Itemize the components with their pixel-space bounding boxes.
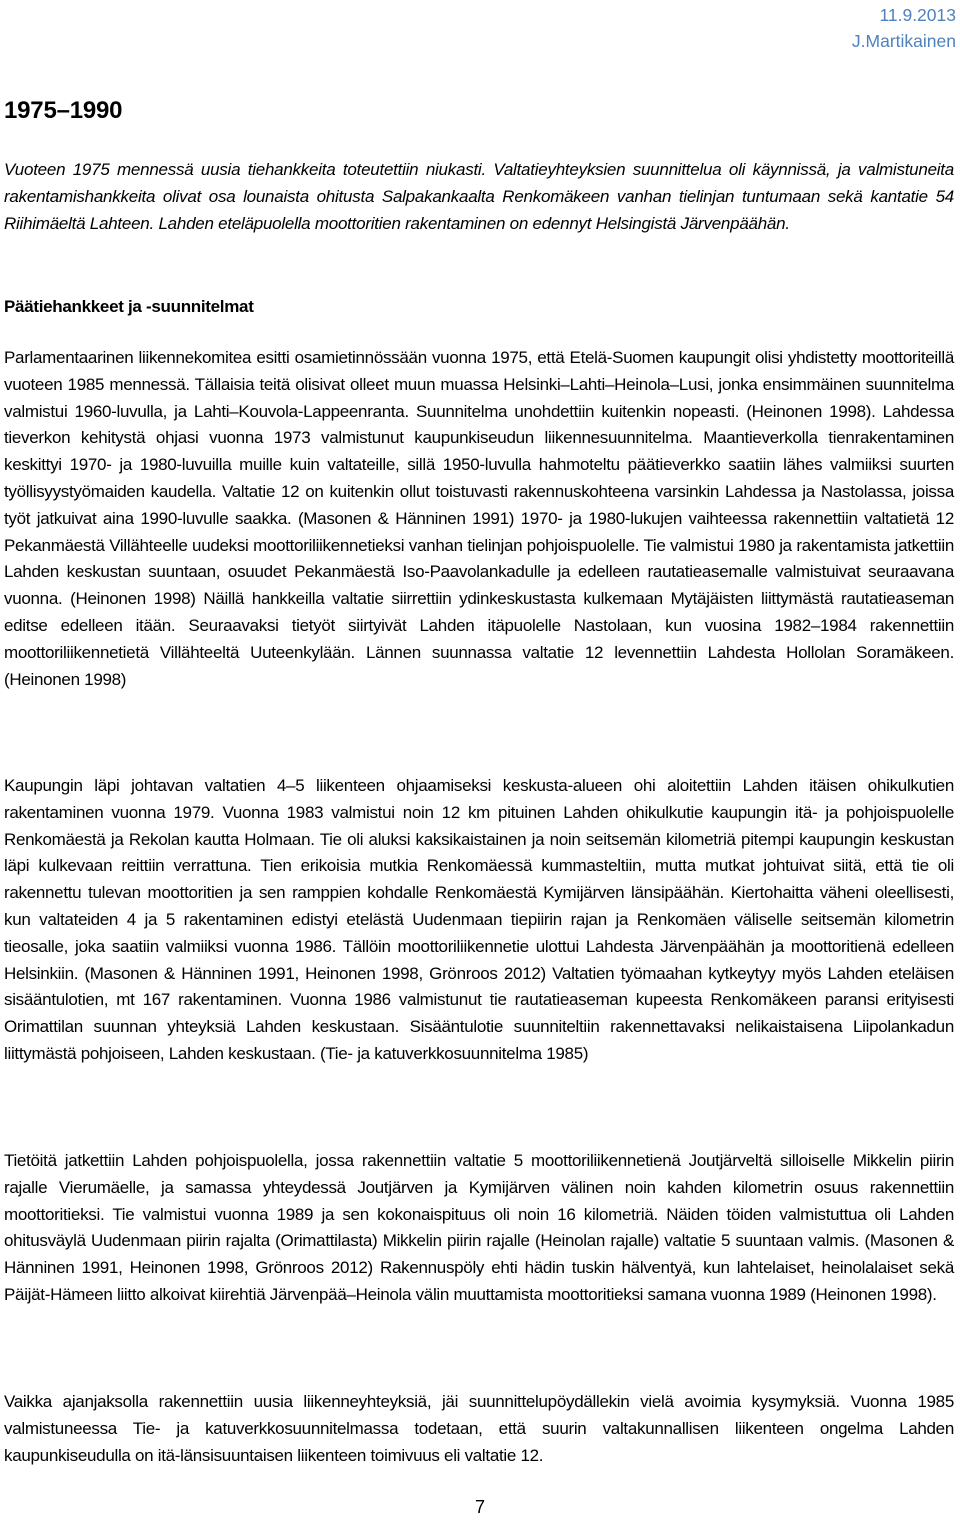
subsection-heading: Päätiehankkeet ja -suunnitelmat: [4, 297, 254, 316]
body-paragraph: Vaikka ajanjaksolla rakennettiin uusia liikenneyhteyksiä, jäi suunnittelupöydällekin vielä avoimia kysymyksiä. Vuonna 1985 valmistuneessa Tie- ja katuverkkosuunnitelmassa todetaan, että suurin valtakunnallisen liikenteen ongelma Lahden kaupunkiseudulla on itä-länsisuuntaisen liikenteen toimivuus eli valtatie 12.: [4, 1392, 954, 1465]
page-header: [852, 2, 956, 54]
header-author: J.Martikainen: [851, 31, 956, 51]
lead-paragraph: Vuoteen 1975 mennessä uusia tiehankkeita toteutettiin niukasti. Valtatieyhteyksien suunnittelua oli käynnissä, ja valmistuneita rakentamishankkeita olivat osa lounaista ohitusta Salpakankaalta Renkomäkeen vanhan tielinjan tuntumaan sekä kantatie 54 Riihimäeltä Lahteen. Lahden eteläpuolella moottoritien rakentaminen on edennyt Helsingistä Järvenpäähän.: [4, 160, 954, 233]
header-date: 11.9.2013: [879, 5, 956, 25]
body-paragraph: Kaupungin läpi johtavan valtatien 4–5 liikenteen ohjaamiseksi keskusta-alueen ohi aloitettiin Lahden itäisen ohikulkutien rakentaminen vuonna 1979. Vuonna 1983 valmistui noin 12 km pituinen Lahden ohikulkutie kaupungin itä- ja pohjoispuolelle Renkomäestä ja Rekolan kautta Holmaan. Tie oli aluksi kaksikaistainen ja noin seitsemän kilometriä pitempi kaupungin keskustan läpi kulkevaan reittiin verrattuna. Tien erikoisia mutkia Renkomäessä kummasteltiin, mutta mutkat johtuivat siitä, että tie oli rakennettu tulevan moottoritien ja sen ramppien kohdalle Renkomäestä Kymijärven länsipäähän. Kiertohaitta väheni oleellisesti, kun valtateiden 4 ja 5 rakentaminen edistyi etelästä Uudenmaan tiepiirin rajan ja Renkomäen väliselle seitsemän kilometrin tieosalle, joka saatiin valmiiksi vuonna 1986. Tällöin moottoriliikennetie ulottui Lahdesta Järvenpäähän ja moottoritienä edelleen Helsinkiin. (Masonen & Hänninen 1991, Heinonen 1998, Grönroos 2012) Valtatien työmaahan kytkeytyy myös Lahden eteläisen sisääntulotien, mt 167 rakentaminen. Vuonna 1986 valmistunut tie rautatieaseman kupeesta Renkomäkeen paransi erityisesti Orimattilan suunnan yhteyksiä Lahden keskustaan. Sisääntulotie suunniteltiin rakennettavaksi nelikaistaisena Liipolankadun liittymästä pohjoiseen, Lahden keskustaan. (Tie- ja katuverkkosuunnitelma 1985): [4, 776, 954, 1063]
body-paragraph: Tietöitä jatkettiin Lahden pohjoispuolella, jossa rakennettiin valtatie 5 moottoriliikennetienä Joutjärveltä silloiselle Mikkelin piirin rajalle Vierumäelle, ja samassa yhteydessä Joutjärven ja Kymijärven välinen noin kahden kilometrin osuus rakennettiin moottoritieksi. Tie valmistui vuonna 1989 ja sen kokonaispituus oli noin 16 kilometriä. Näiden töiden valmistuttua oli Lahden ohitusväylä Uudenmaan piirin rajalta (Orimattilasta) Mikkelin piirin rajalle (Heinolan rajalle) valtatie 5 suuntaan valmis. (Masonen & Hänninen 1991, Heinonen 1998, Grönroos 2012) Rakennuspöly ehti hädin tuskin hälventyä, kun lahtelaiset, heinolalaiset sekä Päijät-Hämeen liitto alkoivat kiirehtiä Järvenpää–Heinola välin muuttamista moottoritieksi samana vuonna 1989 (Heinonen 1998).: [4, 1151, 954, 1304]
section-title: 1975–1990: [4, 97, 123, 124]
body-paragraph: Parlamentaarinen liikennekomitea esitti osamietinnössään vuonna 1975, että Etelä-Suomen kaupungit olisi yhdistetty moottoriteillä vuoteen 1985 mennessä. Tällaisia teitä olisivat olleet muun muassa Helsinki–Lahti–Heinola–Lusi, jonka ensimmäinen suunnitelma valmistui 1960-luvulla, ja Lahti–Kouvola-Lappeenranta. Suunnitelma unohdettiin kuitenkin nopeasti. (Heinonen 1998). Lahdessa tieverkon kehitystä ohjasi vuonna 1973 valmistunut kaupunkiseudun liikennesuunnitelma. Maantieverkolla tienrakentaminen keskittyi 1970- ja 1980-luvuilla muille kuin valtateille, sillä 1950-luvulla hahmoteltu päätieverkko saatiin lähes valmiiksi suurten työllisyystyömaiden kaudella. Valtatie 12 on kuitenkin ollut toistuvasti rakennuskohteena varsinkin Lahdessa ja Nastolassa, joissa työt jatkuivat aina 1990-luvulle saakka. (Masonen & Hänninen 1991) 1970- ja 1980-lukujen vaihteessa rakennettiin valtatietä 12 Pekanmäestä Villähteelle uudeksi moottoriliikennetieksi vanhan tielinjan pohjoispuolelle. Tie valmistui 1980 ja rakentamista jatkettiin Lahden keskustan suuntaan, osuudet Pekanmäestä Iso-Paavolankadulle ja edelleen rautatieasemalle valmistuivat seuraavana vuonna. (Heinonen 1998) Näillä hankkeilla valtatie siirrettiin ydinkeskustasta kulkemaan Mytäjäisten liittymästä rautatieaseman editse edelleen itään. Seuraavaksi tietyöt siirtyivät Lahden itäpuolelle Nastolaan, kun vuosina 1982–1984 rakennettiin moottoriliikennetietä Villähteeltä Uuteenkylään. Lännen suunnassa valtatie 12 levennettiin Lahdesta Hollolan Soramäkeen. (Heinonen 1998): [4, 348, 954, 689]
page-number: 7: [474, 1497, 485, 1517]
